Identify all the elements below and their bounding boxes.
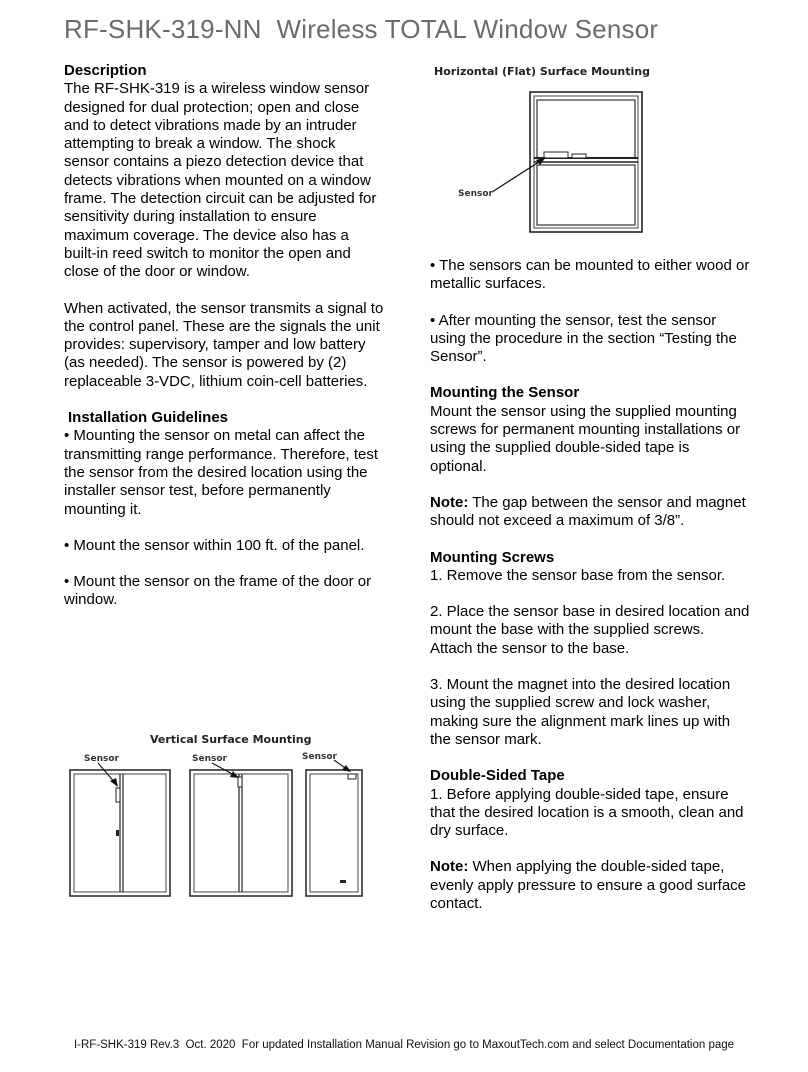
note-text: When applying the double-sided tape, evenly apply pressure to ensure a good surface contact.	[430, 858, 747, 913]
left-column	[64, 62, 384, 610]
description-paragraph-2: When activated, the sensor transmits a signal to the control panel. These are the signals the unit provides: supervisory, tamper and low battery (as needed). The sensor is powered by (2) replaceable 3-VDC, lithium coin-cell batteries.	[64, 299, 384, 390]
horizontal-window-diagram	[430, 64, 750, 244]
vertical-window-diagram	[66, 730, 366, 900]
bullet-test: • After mounting the sensor, test the sensor using the procedure in the section “Testing the Sensor”.	[430, 311, 737, 366]
page-footer: I-RF-SHK-319 Rev.3 Oct. 2020 For updated Installation Manual Revision go to MaxoutTech.com and select Documentation page	[73, 1039, 735, 1051]
horizontal-figure-title: Horizontal (Flat) Surface Mounting	[434, 65, 650, 78]
note-text: The gap between the sensor and magnet should not exceed a maximum of 3/8”.	[430, 493, 746, 530]
tape-note	[430, 858, 750, 913]
page-title: RF-SHK-319-NN Wireless TOTAL Window Sensor	[64, 14, 659, 44]
description-heading: Description	[64, 62, 147, 79]
magnet-device	[572, 154, 586, 158]
bullet-surfaces: • The sensors can be mounted to either wood or metallic surfaces.	[430, 257, 750, 293]
mounting-sensor-heading: Mounting the Sensor	[430, 384, 580, 402]
vertical-mounting-figure	[66, 730, 366, 900]
tape-step-1: 1. Before applying double-sided tape, ensure that the desired location is a smooth, clean and dry surface.	[430, 785, 744, 840]
guideline-item: • Mount the sensor within 100 ft. of the panel.	[64, 536, 365, 554]
screws-step-1: 1. Remove the sensor base from the sensor.	[430, 566, 726, 584]
mounting-screws-heading: Mounting Screws	[430, 548, 555, 566]
horizontal-mounting-figure	[430, 64, 750, 244]
mounting-sensor-text: Mount the sensor using the supplied mounting screws for permanent mounting installations or using the supplied double-sided tape is optional.	[430, 402, 741, 475]
description-paragraph-1: The RF-SHK-319 is a wireless window sensor designed for dual protection; open and close and to detect vibrations made by an intruder attempting to break a window. The shock sensor contains a piezo detection device that detects vibrations when mounted on a window frame. The detection circuit can be adjusted for sensitivity during installation to ensure maximum coverage. The device also has a built-in reed switch to monitor the open and close of the door or window.	[64, 80, 377, 281]
installation-guidelines-heading: Installation Guidelines	[68, 409, 229, 427]
vertical-sensor-label-3: Sensor	[302, 752, 337, 762]
guideline-item: • Mounting the sensor on metal can affect the transmitting range performance. Therefore, test the sensor from the desired location using the installer sensor test, before permanently mounting it.	[64, 427, 379, 518]
horizontal-sensor-label: Sensor	[458, 189, 493, 199]
vertical-sensor-label-1: Sensor	[84, 754, 119, 764]
right-column	[430, 257, 750, 913]
vertical-sensor-label-2: Sensor	[192, 754, 227, 764]
note-label: Note:	[430, 858, 469, 876]
screws-step-3: 3. Mount the magnet into the desired location using the supplied screw and lock washer, making sure the alignment mark lines up with the sensor mark.	[430, 676, 731, 748]
guideline-item: • Mount the sensor on the frame of the door or window.	[64, 573, 372, 609]
gap-note	[430, 494, 750, 531]
vertical-figure-title: Vertical Surface Mounting	[150, 733, 312, 746]
screws-step-2: 2. Place the sensor base in desired location and mount the base with the supplied screws. Attach the sensor to the base.	[430, 603, 750, 657]
double-sided-tape-heading: Double-Sided Tape	[430, 767, 565, 785]
note-label: Note:	[430, 493, 469, 511]
sensor-device	[544, 152, 568, 158]
